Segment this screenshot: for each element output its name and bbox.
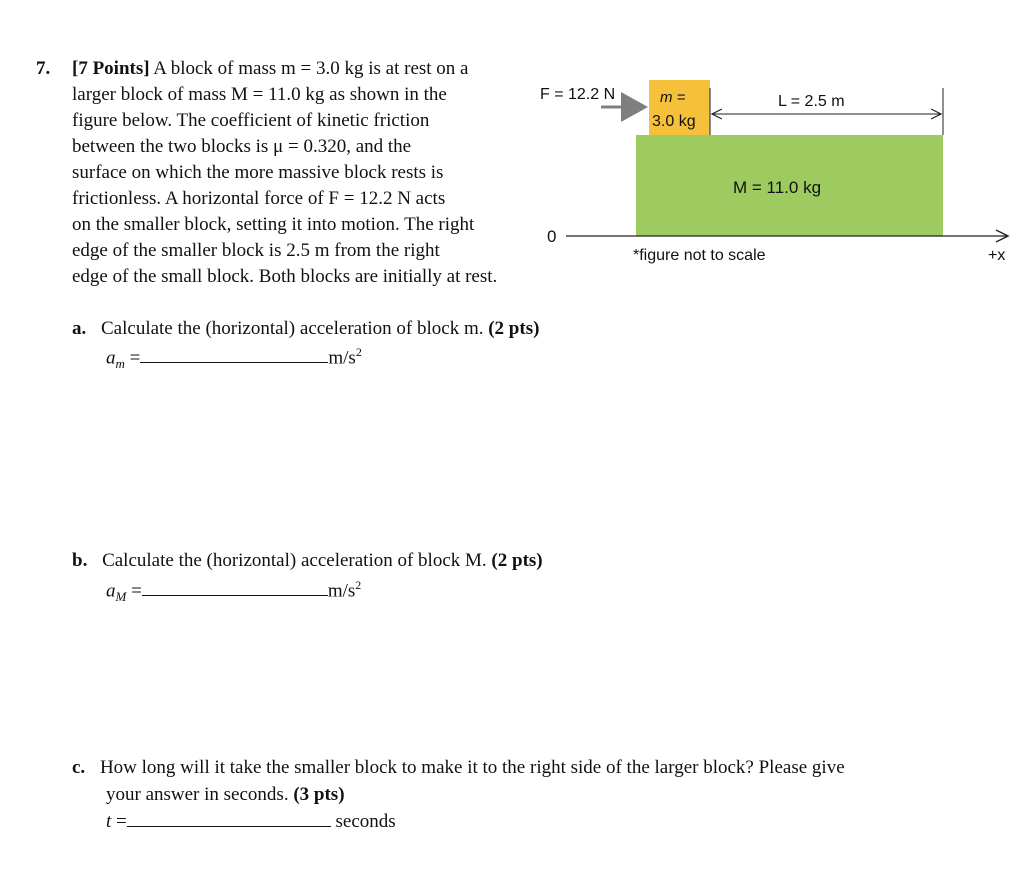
question-line-9: edge of the small block. Both blocks are initially at rest. xyxy=(72,266,498,287)
question-line-5: surface on which the more massive block rests is xyxy=(72,162,444,183)
part-c-letter: c. xyxy=(72,757,86,778)
length-label: L = 2.5 m xyxy=(778,93,845,110)
part-b-answer-blank[interactable] xyxy=(142,579,328,596)
part-b-unit-exp: 2 xyxy=(355,578,362,592)
question-line-3: figure below. The coefficient of kinetic friction xyxy=(72,110,430,131)
question-line-7: on the smaller block, setting it into motion. The right xyxy=(72,214,475,235)
question-number: 7. xyxy=(36,58,51,79)
part-a-points: (2 pts) xyxy=(488,318,540,339)
part-b-points: (2 pts) xyxy=(491,550,543,571)
part-b-equals: = xyxy=(131,580,142,602)
part-b-answer-line xyxy=(106,578,361,605)
part-a-answer-blank[interactable] xyxy=(140,346,328,363)
force-label: F = 12.2 N xyxy=(540,86,616,103)
figure-note: *figure not to scale xyxy=(633,247,766,264)
question-line-6: frictionless. A horizontal force of F = 12.2 N acts xyxy=(72,188,446,209)
part-c-points: (3 pts) xyxy=(293,784,345,805)
origin-label: 0 xyxy=(547,227,557,246)
part-b-text: Calculate the (horizontal) acceleration of block M. xyxy=(102,550,487,571)
part-c-answer-line xyxy=(106,810,396,833)
part-a-text: Calculate the (horizontal) acceleration of block m. xyxy=(101,318,484,339)
part-c-question xyxy=(72,757,845,779)
part-c-question-line-2 xyxy=(106,784,345,806)
question-line-2: larger block of mass M = 11.0 kg as shown in the xyxy=(72,84,447,105)
part-c-unit: seconds xyxy=(335,811,396,832)
question-text-1: A block of mass m = 3.0 kg is at rest on a xyxy=(153,58,469,79)
part-a-var-sub: m xyxy=(115,356,125,372)
part-c-text-1: How long will it take the smaller block to make it to the right side of the larger block? Please give xyxy=(99,757,845,778)
big-block-label: M = 11.0 kg xyxy=(733,178,822,197)
part-b-letter: b. xyxy=(72,550,88,571)
part-b-var: a xyxy=(106,580,116,602)
question-points: [7 Points] xyxy=(72,58,150,79)
part-b-unit: m/s xyxy=(327,580,356,602)
part-a-var: a xyxy=(106,347,116,369)
question-line-4: between the two blocks is μ = 0.320, and the xyxy=(72,136,412,157)
part-c-equals: = xyxy=(116,811,127,832)
part-b-var-sub: M xyxy=(115,589,127,605)
small-block-label-2: 3.0 kg xyxy=(652,113,696,130)
part-a-unit-exp: 2 xyxy=(355,345,362,359)
part-a-equals: = xyxy=(129,347,141,369)
part-b-question xyxy=(72,550,543,572)
part-a-question xyxy=(72,318,539,340)
part-a-letter: a. xyxy=(72,318,87,339)
part-c-text-2: your answer in seconds. xyxy=(106,784,289,805)
part-a-unit: m/s xyxy=(328,347,356,369)
part-c-var: t xyxy=(106,811,112,832)
question-line-8: edge of the smaller block is 2.5 m from the right xyxy=(72,240,440,261)
block-diagram xyxy=(0,0,1024,300)
part-a-answer-line xyxy=(106,345,362,372)
axis-label: +x xyxy=(988,247,1006,264)
part-c-answer-blank[interactable] xyxy=(127,810,331,827)
small-block-label-1: m = xyxy=(660,89,686,106)
